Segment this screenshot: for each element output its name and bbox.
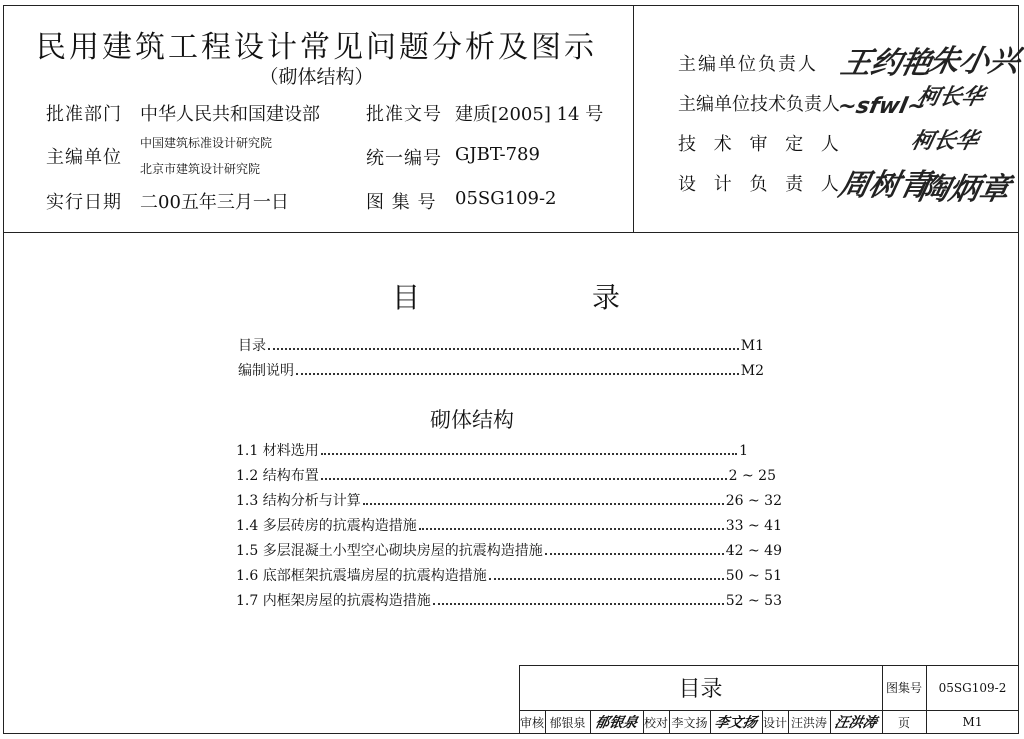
toc-item[interactable] [236, 465, 776, 485]
toc-item[interactable] [236, 490, 782, 510]
header-bottom-line [3, 232, 1019, 233]
signature-4a: 周树青 [835, 168, 933, 203]
designer-signature: 汪洪涛 [833, 715, 879, 731]
toc-item-title: 1.2 结构布置 [236, 468, 319, 484]
reviewer-signature: 郁银泉 [593, 715, 639, 731]
signature-1a: 王约艳 [837, 46, 935, 81]
leader-dots [489, 578, 724, 580]
section-title: 砌体结构 [430, 408, 514, 432]
toc-item-page: M1 [740, 338, 764, 354]
toc-item-page: M2 [740, 363, 764, 379]
header-divider [633, 5, 634, 233]
toc-item-page: 26 ~ 32 [725, 493, 782, 509]
page-title: 民用建筑工程设计常见问题分析及图示 [36, 30, 597, 65]
reviewer-name: 郁银泉 [549, 715, 586, 730]
toc-item-title: 1.1 材料选用 [236, 443, 319, 459]
atlas-number: 05SG109-2 [938, 680, 1007, 695]
leader-dots [296, 373, 739, 375]
leader-dots [545, 553, 724, 555]
toc-item-title: 1.7 内框架房屋的抗震构造措施 [236, 593, 431, 609]
resp-label-2: 主编单位技术负责人 [678, 94, 840, 115]
toc-item[interactable] [236, 565, 782, 585]
toc-heading-right: 录 [592, 281, 621, 314]
review-label: 审核 [519, 715, 544, 730]
checker-signature: 李文扬 [713, 715, 759, 731]
toc-item-title: 1.6 底部框架抗震墙房屋的抗震构造措施 [236, 568, 487, 584]
checker-name: 李文扬 [671, 715, 708, 730]
effective-date-label: 实行日期 [46, 192, 122, 213]
toc-item[interactable] [236, 590, 782, 610]
leader-dots [268, 348, 739, 350]
unified-no: GJBT-789 [455, 144, 540, 165]
approval-doc-label: 批准文号 [366, 104, 442, 125]
editor-unit-2: 北京市建筑设计研究院 [140, 162, 261, 176]
approval-dept: 中华人民共和国建设部 [140, 104, 320, 125]
signature-3: 柯长华 [908, 128, 981, 154]
unified-no-label: 统一编号 [366, 148, 442, 169]
toc-item-title: 1.5 多层混凝土小型空心砌块房屋的抗震构造措施 [236, 543, 543, 559]
leader-dots [419, 528, 724, 530]
toc-item-title: 1.4 多层砖房的抗震构造措施 [236, 518, 417, 534]
toc-heading-left: 目 [392, 281, 421, 314]
signature-1b: 朱小兴 [925, 44, 1023, 79]
leader-dots [363, 503, 724, 505]
editor-unit-label: 主编单位 [46, 147, 122, 168]
signature-2a: ~sfwl~ [835, 94, 929, 119]
toc-item[interactable] [236, 440, 748, 460]
check-label: 校对 [643, 715, 668, 730]
design-label: 设计 [762, 715, 787, 730]
effective-date: 二00五年三月一日 [140, 192, 289, 213]
toc-item-page: 1 [739, 443, 748, 459]
toc-item-title: 编制说明 [238, 363, 294, 379]
atlas-no-label: 图 集 号 [366, 192, 437, 213]
signature-2b: 柯长华 [914, 84, 987, 110]
resp-label-3: 技 术 审 定 人 [678, 134, 845, 155]
leader-dots [321, 478, 727, 480]
editor-unit-1: 中国建筑标准设计研究院 [140, 136, 273, 150]
toc-item-title: 1.3 结构分析与计算 [236, 493, 361, 509]
toc-item-page: 2 ~ 25 [728, 468, 776, 484]
leader-dots [433, 603, 724, 605]
toc-item-page: 42 ~ 49 [725, 543, 782, 559]
signature-4b: 陶炳章 [915, 172, 1013, 207]
page-subtitle: （砌体结构） [259, 66, 374, 88]
toc-item-title: 目录 [238, 338, 266, 354]
resp-label-4: 设 计 负 责 人 [678, 174, 845, 195]
toc-item-page: 33 ~ 41 [725, 518, 782, 534]
toc-item[interactable] [236, 540, 782, 560]
toc-item-page: 52 ~ 53 [725, 593, 782, 609]
toc-front-item[interactable] [238, 360, 764, 380]
page-number: M1 [962, 715, 983, 729]
toc-front-item[interactable] [238, 335, 764, 355]
page-label: 页 [897, 715, 910, 730]
toc-item[interactable] [236, 515, 782, 535]
atlas-no: 05SG109-2 [455, 188, 557, 209]
leader-dots [321, 453, 737, 455]
designer-name: 汪洪涛 [790, 715, 827, 730]
atlas-label: 图集号 [885, 681, 922, 695]
approval-doc: 建质[2005] 14 号 [455, 104, 604, 125]
resp-label-1: 主编单位负责人 [678, 54, 818, 75]
approval-dept-label: 批准部门 [46, 104, 122, 125]
sheet-title: 目录 [678, 677, 723, 702]
toc-item-page: 50 ~ 51 [725, 568, 782, 584]
